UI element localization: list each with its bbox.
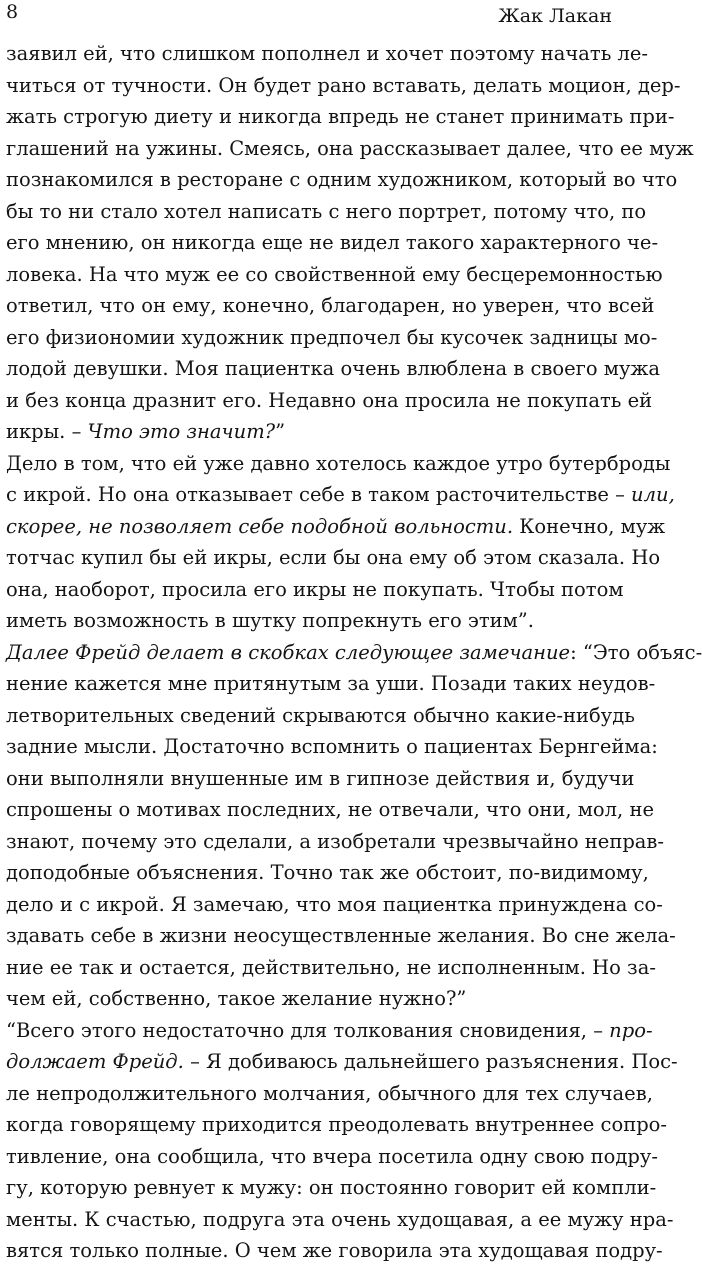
text-line — [6, 574, 624, 606]
text-segment: гу, которую ревнует к мужу: он постоянно говорит ей компли- — [6, 1176, 657, 1199]
text-segment: тотчас купил бы ей икры, если бы она ему об этом сказала. Но — [6, 546, 661, 569]
text-line — [6, 952, 656, 984]
text-line — [6, 763, 635, 795]
text-segment: когда говорящему приходится преодолевать внутреннее сопро- — [6, 1113, 668, 1136]
text-line — [6, 70, 681, 102]
text-segment: его мнению, он никогда еще не видел такого характерного че- — [6, 231, 659, 254]
text-segment: с икрой. Но она отказывает себе в таком расточительстве – — [6, 483, 632, 506]
text-line — [6, 133, 694, 165]
text-line — [6, 700, 635, 732]
text-segment: она, наоборот, просила его икры не покупать. Чтобы потом — [6, 577, 624, 601]
text-segment: жать строгую диету и никогда впредь не станет принимать при- — [6, 105, 675, 128]
text-line — [6, 857, 649, 889]
text-line — [6, 731, 658, 763]
text-line — [6, 668, 656, 700]
text-segment: ние ее так и остается, действительно, не исполненным. Но за- — [6, 955, 656, 979]
text-line — [6, 38, 649, 70]
text-line — [6, 196, 647, 228]
text-segment: доподобные объяснения. Точно так же обстоит, по-видимому, — [6, 861, 649, 884]
text-line — [6, 605, 614, 637]
text-segment: ловека. На что муж ее со свойственной ему бесцеремонностью — [6, 262, 663, 286]
text-segment: иметь возможность в шутку попрекнуть его этим”. — [6, 609, 534, 632]
text-segment: тивление, она сообщила, что вчера посетила одну свою подру- — [6, 1144, 658, 1168]
italic-text: Далее Фрейд делает в скобках следующее замечание — [6, 640, 571, 664]
text-line — [6, 1046, 678, 1078]
text-line — [6, 1141, 658, 1173]
text-segment: : “Это объяс- — [570, 640, 702, 664]
italic-text: должает Фрейд. — [6, 1050, 184, 1073]
text-line — [6, 385, 653, 417]
text-segment: заявил ей, что слишком пополнел и хочет поэтому начать ле- — [6, 42, 649, 65]
text-segment: икры. – — [6, 420, 88, 443]
text-segment: знают, почему это сделали, а изобретали чрезвычайно неправ- — [6, 829, 665, 853]
italic-text: про- — [609, 1018, 653, 1042]
text-line — [6, 1109, 668, 1141]
text-line — [6, 290, 655, 322]
text-line — [6, 542, 661, 574]
text-line — [6, 983, 614, 1015]
text-line — [6, 448, 671, 480]
text-segment: нение кажется мне притянутым за уши. Позади таких неудов- — [6, 672, 656, 695]
text-line — [6, 1235, 663, 1267]
text-line — [6, 1078, 653, 1110]
text-line — [6, 353, 661, 385]
text-segment: спрошены о мотивах последних, не отвечали, что они, мол, не — [6, 798, 654, 821]
text-line — [6, 1015, 653, 1047]
text-segment: читься от тучности. Он будет рано вставать, делать моцион, дер- — [6, 73, 681, 97]
italic-text: Что это значит? — [87, 420, 276, 443]
text-segment: ответил, что он ему, конечно, благодарен, но уверен, что всей — [6, 294, 655, 317]
text-segment: его физиономии художник предпочел бы кусочек задницы мо- — [6, 325, 658, 349]
text-line — [6, 259, 663, 291]
text-line — [6, 227, 659, 259]
text-line — [6, 511, 666, 543]
italic-text: или, — [631, 483, 675, 506]
text-segment: – Я добиваюсь дальнейшего разъяснения. Пос- — [183, 1050, 678, 1073]
text-line — [6, 826, 665, 858]
text-line — [6, 889, 663, 921]
text-segment: вятся только полные. О чем же говорила эта худощавая подру- — [6, 1239, 663, 1262]
text-segment: здавать себе в жизни неосуществленные желания. Во сне жела- — [6, 924, 676, 947]
text-segment: познакомился в ресторане с одним художником, который во что — [6, 168, 678, 191]
page-number: 8 — [6, 1, 19, 23]
text-line — [6, 322, 658, 354]
text-line — [6, 101, 675, 133]
text-line — [6, 920, 676, 952]
text-line — [6, 164, 678, 196]
text-segment: дело и с икрой. Я замечаю, что моя пациентка принуждена со- — [6, 892, 663, 916]
text-segment: ” — [275, 420, 286, 443]
text-segment: лодой девушки. Моя пациентка очень влюблена в своего мужа — [6, 357, 661, 380]
text-segment: Конечно, муж — [513, 514, 666, 538]
text-line — [6, 794, 654, 826]
text-line — [6, 479, 675, 511]
text-line — [6, 416, 614, 448]
text-line — [6, 1172, 657, 1204]
text-segment: Дело в том, что ей уже давно хотелось каждое утро бутерброды — [6, 451, 671, 475]
body-text — [6, 38, 702, 1267]
text-segment: летворительных сведений скрываются обычно какие-нибудь — [6, 703, 635, 727]
text-segment: бы то ни стало хотел написать с него портрет, потому что, по — [6, 199, 647, 223]
italic-text: скорее, не позволяет себе подобной вольности. — [6, 514, 514, 538]
text-segment: ле непродолжительного молчания, обычного для тех случаев, — [6, 1081, 653, 1105]
text-line — [6, 637, 702, 669]
page-header — [0, 0, 620, 30]
text-segment: они выполняли внушенные им в гипнозе действия и, будучи — [6, 766, 635, 790]
running-head: Жак Лакан — [498, 5, 612, 27]
text-segment: задние мысли. Достаточно вспомнить о пациентах Бернгейма: — [6, 735, 658, 758]
text-segment: “Всего этого недостаточно для толкования сновидения, – — [6, 1018, 610, 1042]
text-segment: глашений на ужины. Смеясь, она рассказывает далее, что ее муж — [6, 136, 694, 160]
text-segment: и без конца дразнит его. Недавно она просила не покупать ей — [6, 388, 653, 412]
text-segment: чем ей, собственно, такое желание нужно?” — [6, 987, 467, 1010]
text-line — [6, 1204, 674, 1236]
text-segment: менты. К счастью, подруга эта очень худощавая, а ее мужу нра- — [6, 1207, 674, 1231]
